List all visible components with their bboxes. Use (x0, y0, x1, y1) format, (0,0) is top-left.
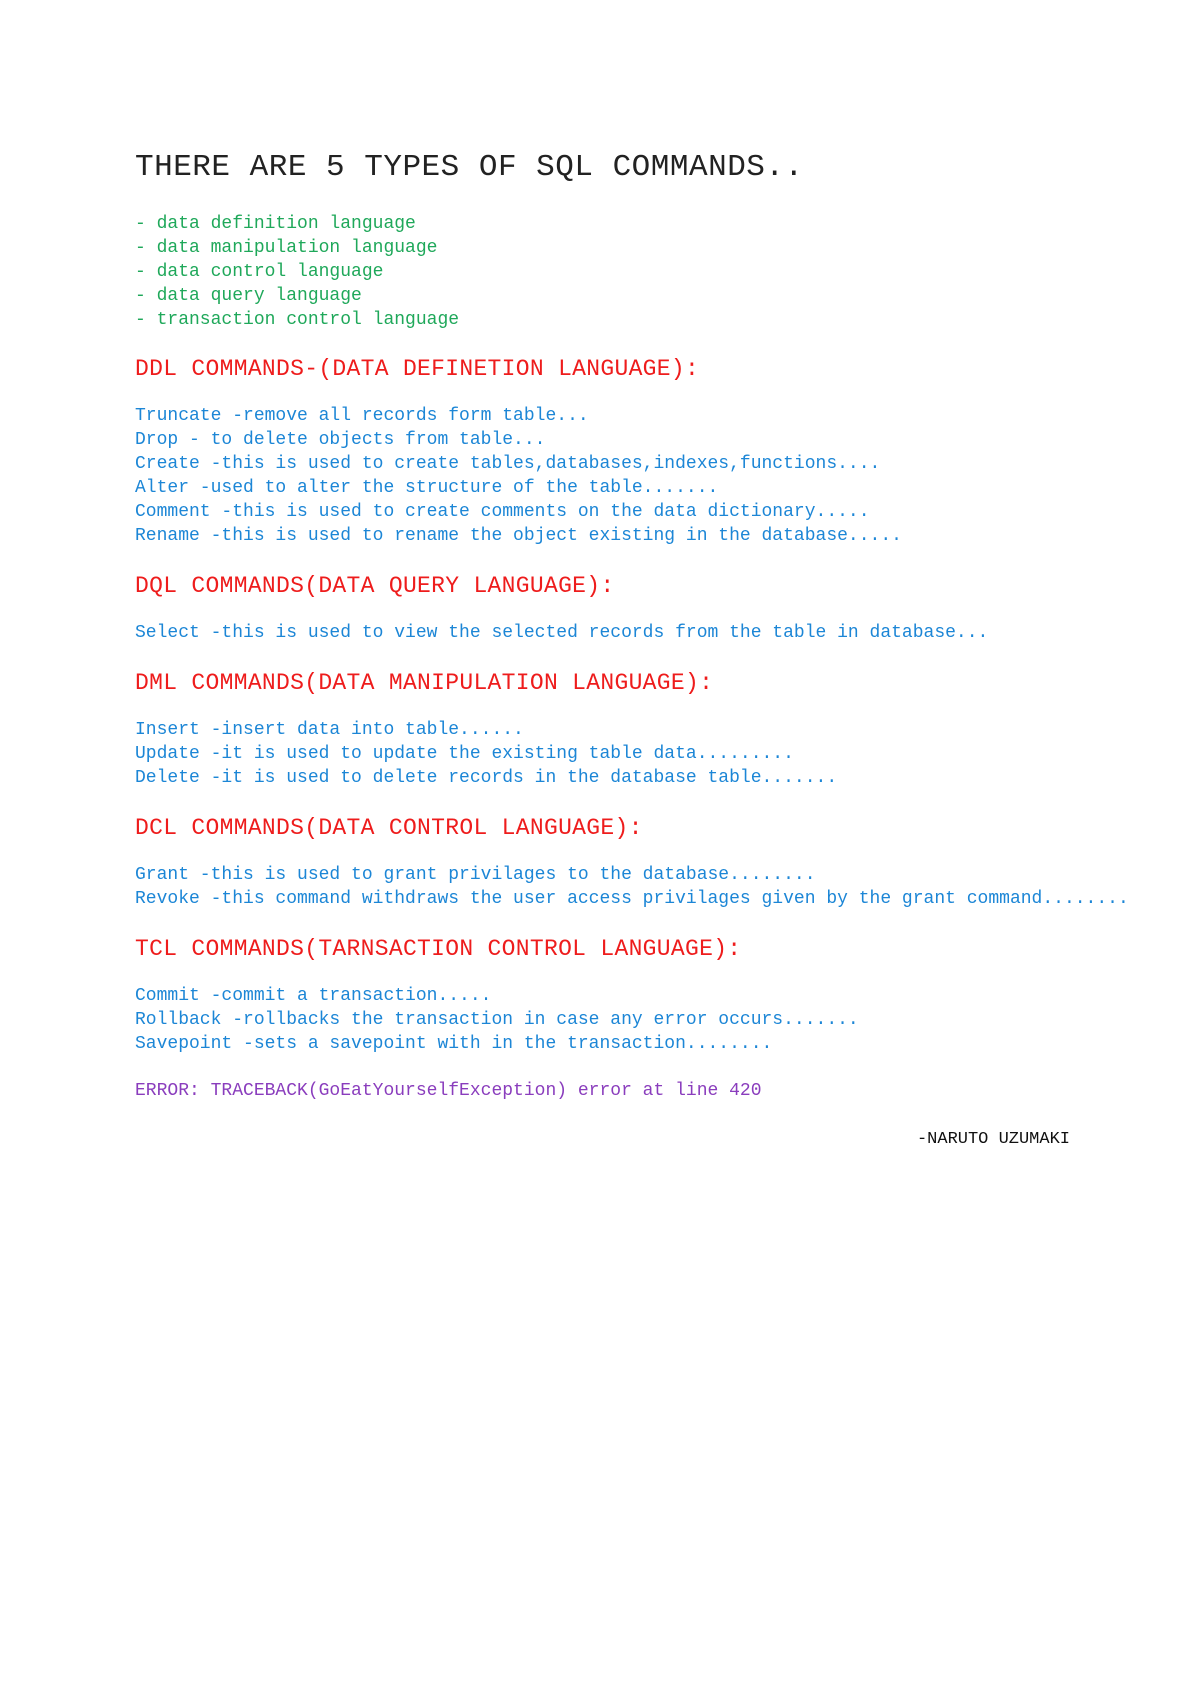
signature: -NARUTO UZUMAKI (916, 1130, 1070, 1149)
section-heading-tcl: TCL COMMANDS(TARNSACTION CONTROL LANGUAGE): (135, 936, 742, 962)
error-message: ERROR: TRACEBACK(GoEatYourselfException) error at line 420 (135, 1081, 762, 1101)
section-tcl (135, 934, 1165, 1056)
sql-types-list (135, 212, 1165, 332)
ddl-command-list (135, 404, 1165, 548)
section-heading-dcl: DCL COMMANDS(DATA CONTROL LANGUAGE): (135, 815, 643, 841)
tcl-command-list (135, 984, 1165, 1056)
command-entry-rollback: Rollback -rollbacks the transaction in case any error occurs....... (135, 1010, 859, 1030)
sql-type-item: - data definition language (135, 214, 416, 234)
command-entry-delete: Delete -it is used to delete records in the database table....... (135, 768, 838, 788)
command-entry-alter: Alter -used to alter the structure of the table....... (135, 478, 719, 498)
section-ddl (135, 354, 1165, 548)
command-entry-create: Create -this is used to create tables,databases,indexes,functions.... (135, 454, 881, 474)
sql-type-item: - data query language (135, 286, 362, 306)
dml-command-list (135, 718, 1165, 790)
command-entry-select: Select -this is used to view the selected records from the table in database... (135, 623, 989, 643)
page-title: THERE ARE 5 TYPES OF SQL COMMANDS.. (135, 150, 804, 185)
command-entry-savepoint: Savepoint -sets a savepoint with in the transaction........ (135, 1034, 773, 1054)
section-heading-dml: DML COMMANDS(DATA MANIPULATION LANGUAGE): (135, 670, 714, 696)
dcl-command-list (135, 863, 1165, 911)
sql-type-item: - data manipulation language (135, 238, 438, 258)
command-entry-drop: Drop - to delete objects from table... (135, 430, 546, 450)
command-entry-truncate: Truncate -remove all records form table... (135, 406, 589, 426)
command-entry-revoke: Revoke -this command withdraws the user access privilages given by the grant command........ (135, 889, 1129, 909)
dql-command-list (135, 621, 1165, 645)
section-dql (135, 571, 1165, 645)
command-entry-rename: Rename -this is used to rename the object existing in the database..... (135, 526, 902, 546)
command-entry-insert: Insert -insert data into table...... (135, 720, 524, 740)
command-entry-commit: Commit -commit a transaction..... (135, 986, 492, 1006)
section-dcl (135, 813, 1165, 911)
command-entry-comment: Comment -this is used to create comments on the data dictionary..... (135, 502, 870, 522)
document-content (135, 148, 1165, 1151)
section-heading-dql: DQL COMMANDS(DATA QUERY LANGUAGE): (135, 573, 615, 599)
command-entry-grant: Grant -this is used to grant privilages to the database........ (135, 865, 816, 885)
section-heading-ddl: DDL COMMANDS-(DATA DEFINETION LANGUAGE): (135, 356, 700, 382)
sql-type-item: - transaction control language (135, 310, 460, 330)
sql-type-item: - data control language (135, 262, 384, 282)
command-entry-update: Update -it is used to update the existing table data......... (135, 744, 794, 764)
section-dml (135, 668, 1165, 790)
